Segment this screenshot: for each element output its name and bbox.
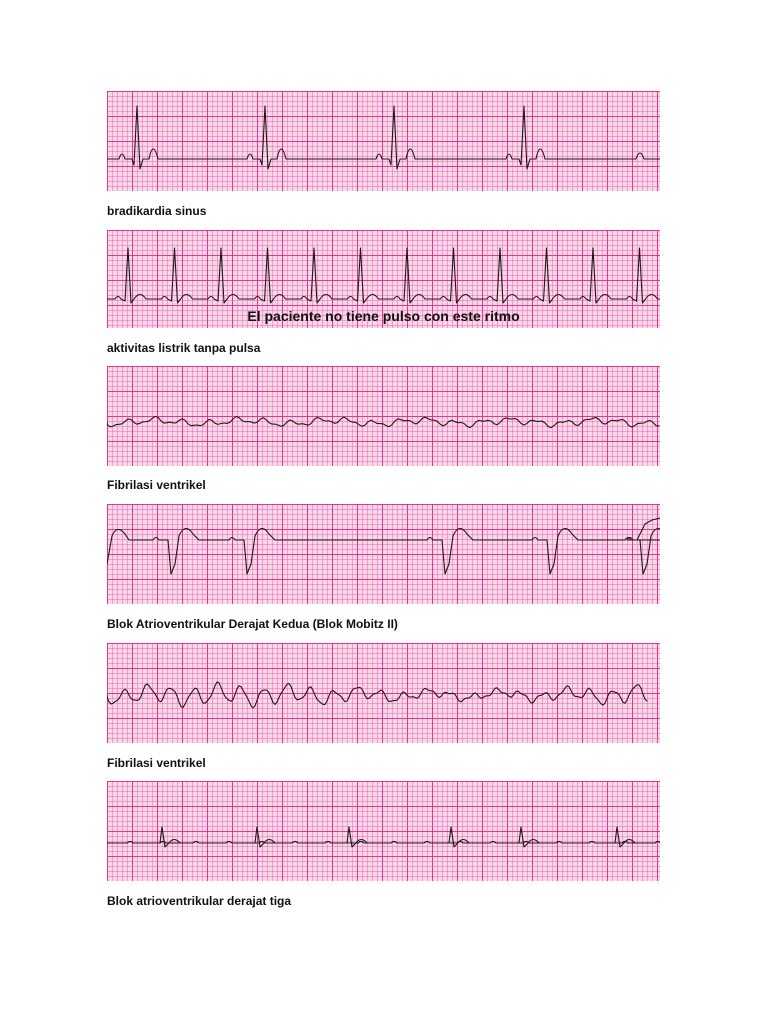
ecg-trace-ventricular-fibrillation-coarse xyxy=(107,643,660,743)
ecg-strip-pulseless-electrical-activity xyxy=(107,230,660,328)
ecg-trace-sinus-bradycardia xyxy=(107,91,660,191)
ecg-strip-ventricular-fibrillation-coarse xyxy=(107,643,660,743)
caption-ventricular-fibrillation-1: Fibrilasi ventrikel xyxy=(107,478,206,492)
ecg-trace-third-degree-av-block xyxy=(107,781,660,881)
caption-ventricular-fibrillation-2: Fibrilasi ventrikel xyxy=(107,756,206,770)
strip-overlay-text: El paciente no tiene pulso con este ritmo xyxy=(247,308,520,324)
ecg-strip-ventricular-fibrillation-fine xyxy=(107,366,660,466)
ecg-trace-mobitz-ii xyxy=(107,504,660,604)
caption-pulseless-electrical-activity: aktivitas listrik tanpa pulsa xyxy=(107,341,261,355)
ecg-strip-sinus-bradycardia xyxy=(107,91,660,191)
ecg-strip-mobitz-ii xyxy=(107,504,660,604)
ecg-strip-third-degree-av-block xyxy=(107,781,660,881)
caption-mobitz-ii: Blok Atrioventrikular Derajat Kedua (Blok Mobitz II) xyxy=(107,617,398,631)
ecg-trace-ventricular-fibrillation-fine xyxy=(107,366,660,466)
caption-sinus-bradycardia: bradikardia sinus xyxy=(107,204,207,218)
caption-third-degree-av-block: Blok atrioventrikular derajat tiga xyxy=(107,894,292,908)
